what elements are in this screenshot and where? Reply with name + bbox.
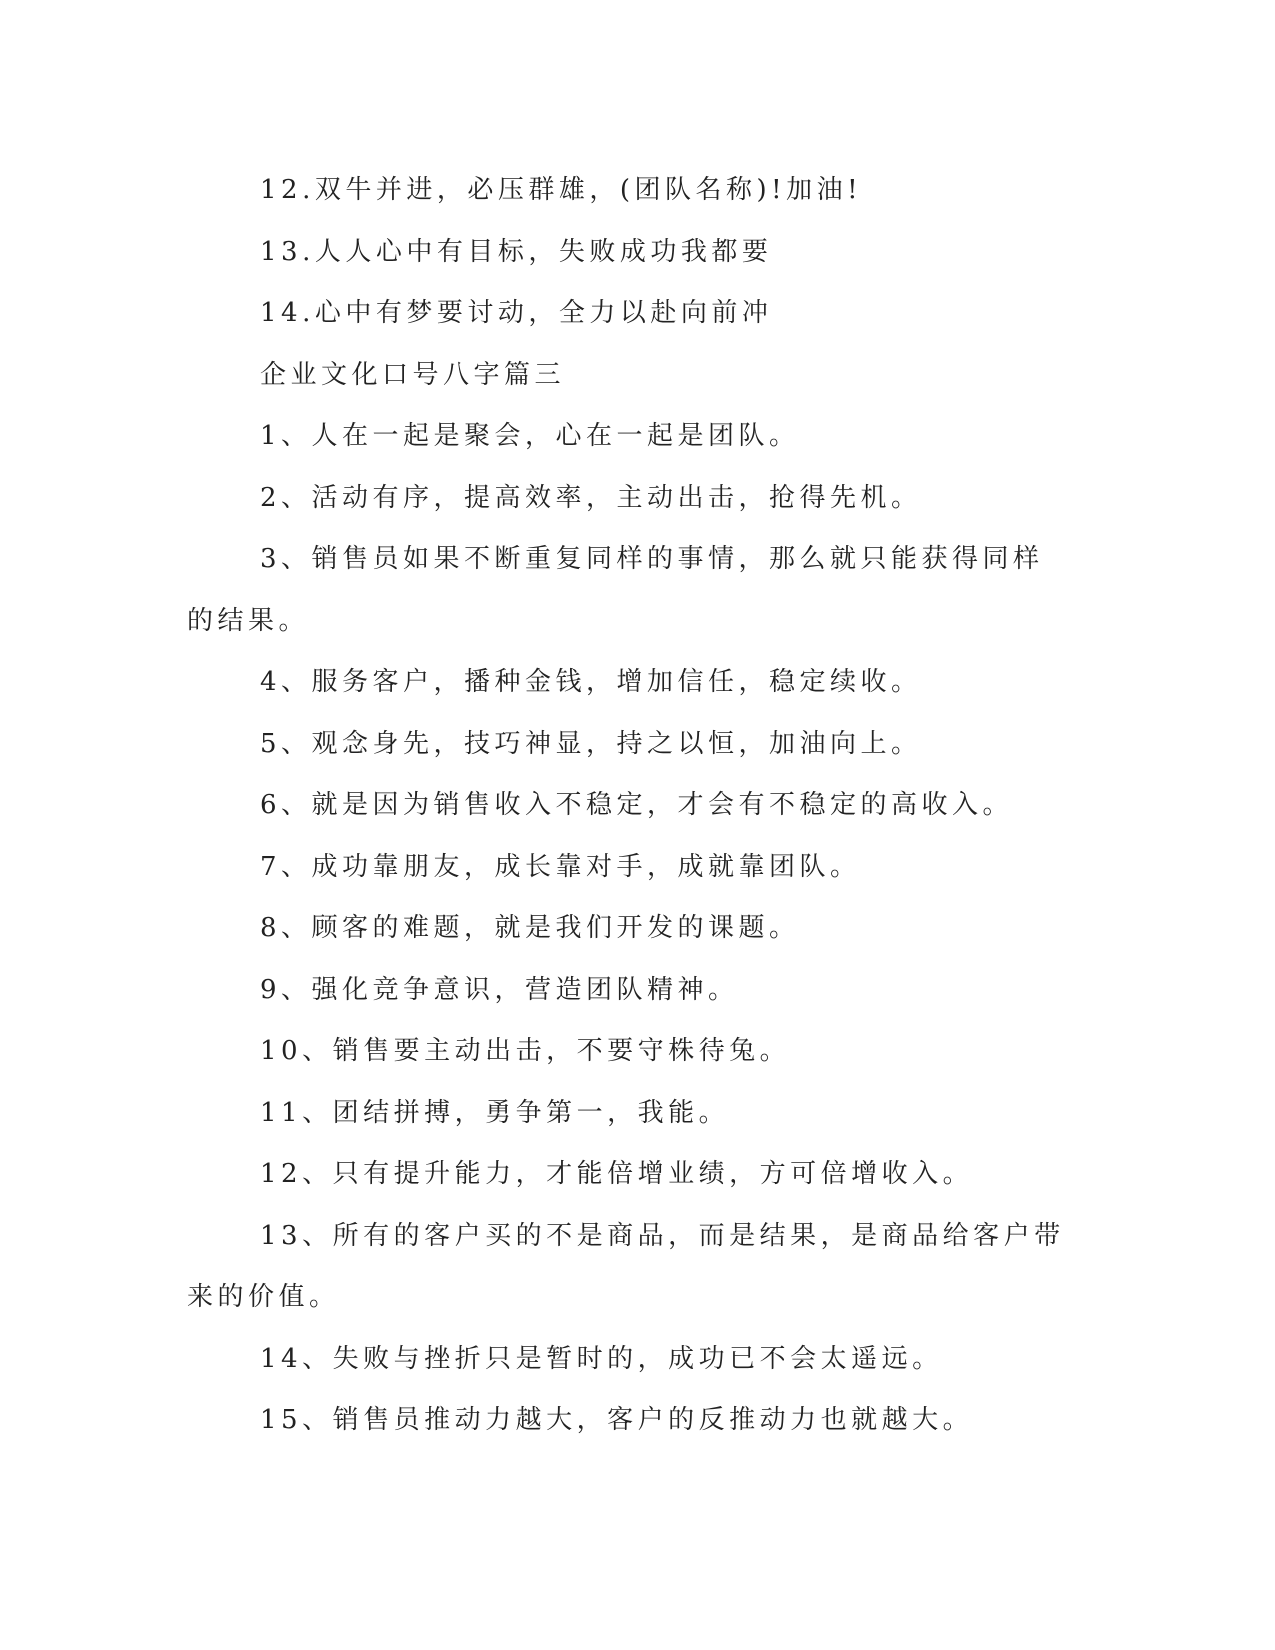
paragraph-slogan-14: 14.心中有梦要讨动，全力以赴向前冲 — [260, 298, 773, 328]
list-item-5: 5、观念身先，技巧神显，持之以恒，加油向上。 — [260, 728, 922, 759]
list-item-10: 10、销售要主动出击，不要守株待兔。 — [260, 1036, 791, 1066]
list-item-13: 13、所有的客户买的不是商品，而是结果，是商品给客户带来的价值。 — [187, 1220, 1065, 1312]
list-item-12: 12、只有提升能力，才能倍增业绩，方可倍增收入。 — [260, 1159, 974, 1189]
section-heading: 企业文化口号八字篇三 — [260, 359, 566, 390]
paragraph-slogan-12: 12.双牛并进，必压群雄，(团队名称)!加油! — [260, 175, 863, 205]
list-item-15: 15、销售员推动力越大，客户的反推动力也就越大。 — [260, 1405, 974, 1435]
list-item-3: 3、销售员如果不断重复同样的事情，那么就只能获得同样的结果。 — [187, 544, 1044, 636]
list-item-2: 2、活动有序，提高效率，主动出击，抢得先机。 — [260, 482, 922, 513]
list-item-14: 14、失败与挫折只是暂时的，成功已不会太遥远。 — [260, 1343, 943, 1374]
list-item-4: 4、服务客户，播种金钱，增加信任，稳定续收。 — [260, 667, 922, 697]
paragraph-slogan-13: 13.人人心中有目标，失败成功我都要 — [260, 236, 773, 267]
list-item-1: 1、人在一起是聚会，心在一起是团队。 — [260, 421, 800, 451]
list-item-7: 7、成功靠朋友，成长靠对手，成就靠团队。 — [260, 851, 861, 882]
list-item-9: 9、强化竞争意识，营造团队精神。 — [260, 974, 739, 1005]
document-body — [187, 160, 1067, 1452]
list-item-11: 11、团结拼搏，勇争第一，我能。 — [260, 1097, 730, 1128]
list-item-6: 6、就是因为销售收入不稳定，才会有不稳定的高收入。 — [260, 790, 1014, 820]
list-item-8: 8、顾客的难题，就是我们开发的课题。 — [260, 913, 800, 943]
